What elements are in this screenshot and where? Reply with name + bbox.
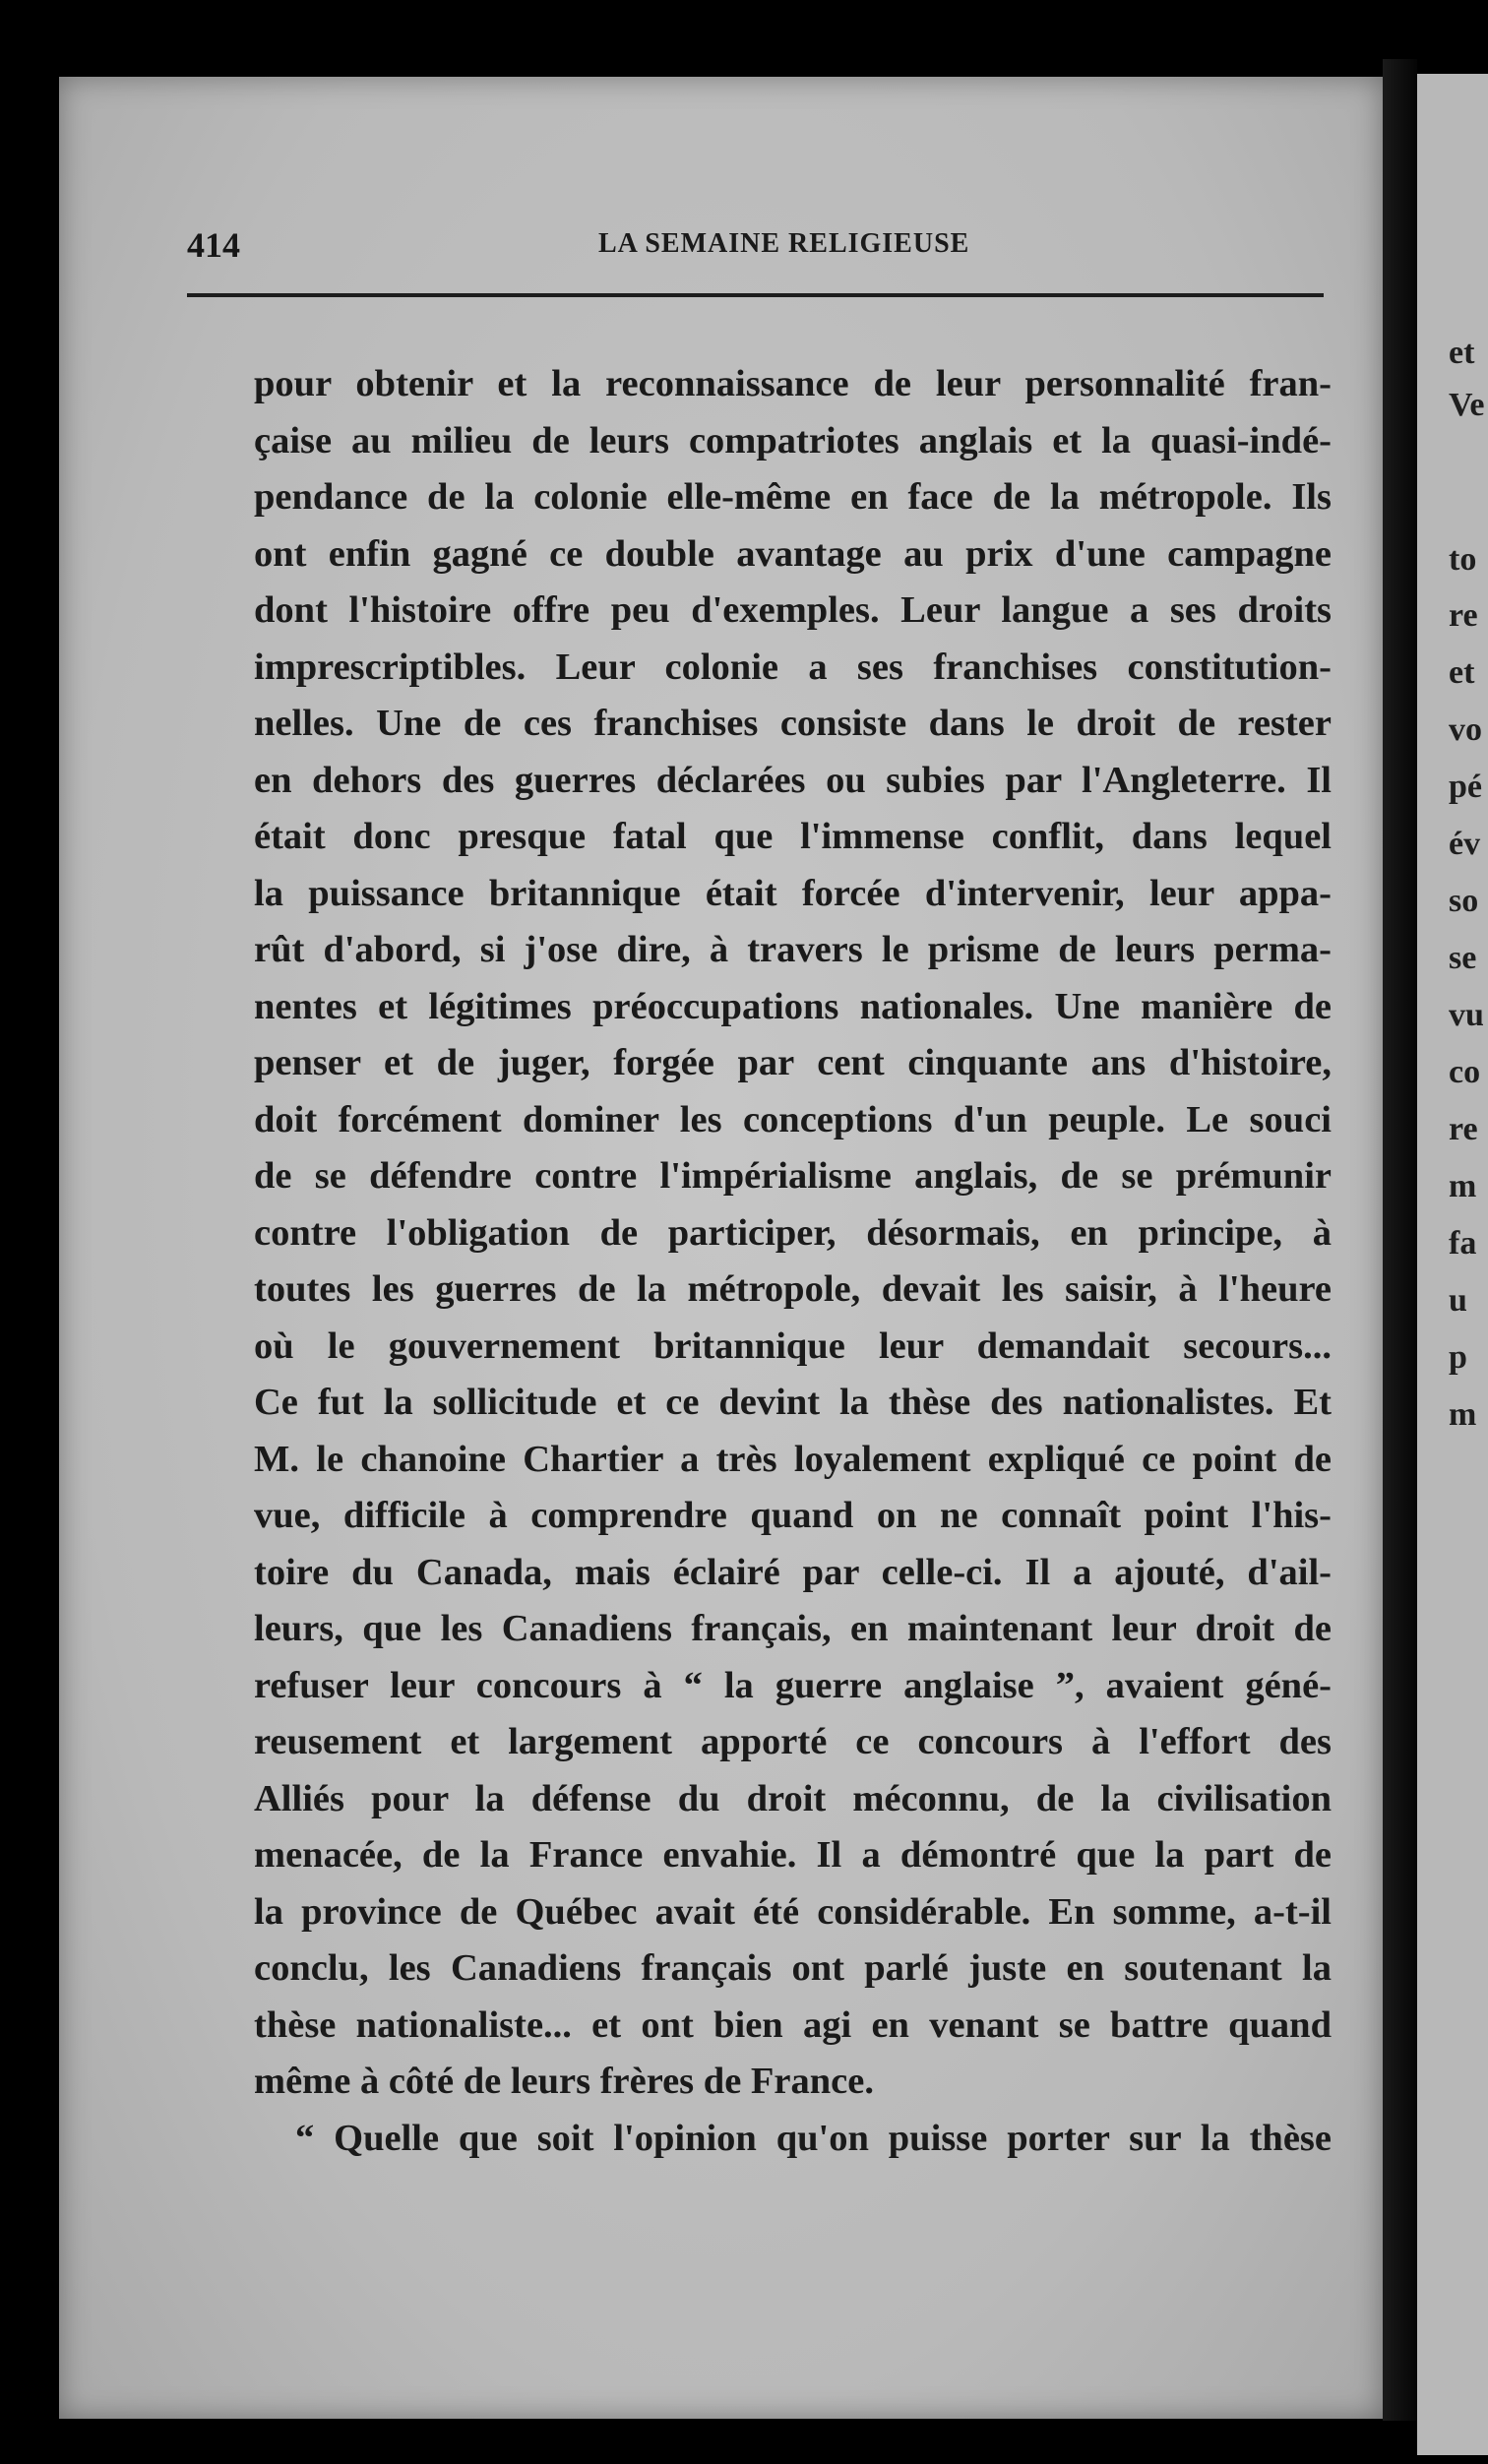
facing-page-fragment: vu: [1449, 997, 1484, 1033]
text-line: thèse nationaliste... et ont bien agi en venant se battre quand: [254, 2003, 1332, 2046]
text-line: dont l'histoire offre peu d'exemples. Leur langue a ses droits: [254, 589, 1332, 631]
text-line: la province de Québec avait été considérable. En somme, a-t-il: [254, 1890, 1332, 1933]
facing-page-fragment: et: [1449, 335, 1475, 371]
facing-page-fragment: Ve: [1449, 387, 1485, 423]
text-line: leurs, que les Canadiens français, en maintenant leur droit de: [254, 1608, 1332, 1649]
header-rule: [187, 293, 1324, 297]
text-line: vue, difficile à comprendre quand on ne connaît point l'his-: [254, 1495, 1332, 1536]
page-header: [187, 224, 1324, 264]
facing-page-fragment: et: [1449, 654, 1475, 691]
facing-page-fragment: se: [1449, 940, 1477, 976]
facing-page: [1417, 74, 1488, 2455]
text-line: pour obtenir et la reconnaissance de leur personnalité fran-: [254, 363, 1332, 404]
text-line: çaise au milieu de leurs compatriotes anglais et la quasi-indé-: [254, 419, 1332, 462]
text-line: Ce fut la sollicitude et ce devint la thèse des nationalistes. Et: [254, 1382, 1332, 1423]
facing-page-fragment: év: [1449, 826, 1481, 862]
text-line: pendance de la colonie elle-même en face de la métropole. Ils: [254, 476, 1332, 518]
facing-page-fragment: m: [1449, 1396, 1477, 1433]
text-line: contre l'obligation de participer, désormais, en principe, à: [254, 1211, 1332, 1254]
text-line: de se défendre contre l'impérialisme anglais, de se prémunir: [254, 1155, 1332, 1197]
facing-page-fragment: m: [1449, 1168, 1477, 1204]
book-spine: [1383, 59, 1417, 2421]
facing-page-fragment: u: [1449, 1282, 1467, 1319]
text-line: doit forcément dominer les conceptions d'un peuple. Le souci: [254, 1098, 1332, 1140]
text-line: imprescriptibles. Leur colonie a ses franchises constitution-: [254, 646, 1332, 688]
body-text: [254, 356, 1332, 2167]
text-line: conclu, les Canadiens français ont parlé juste en soutenant la: [254, 1947, 1332, 1989]
facing-page-fragment: p: [1449, 1339, 1467, 1376]
facing-page-fragment: fa: [1449, 1225, 1477, 1262]
text-line: en dehors des guerres déclarées ou subies par l'Angleterre. Il: [254, 759, 1332, 801]
text-line: refuser leur concours à “ la guerre anglaise ”, avaient géné-: [254, 1664, 1332, 1706]
facing-page-fragment: re: [1449, 597, 1478, 634]
facing-page-fragment: to: [1449, 541, 1477, 578]
facing-page-fragment: vo: [1449, 711, 1482, 748]
running-title: LA SEMAINE RELIGIEUSE: [598, 228, 970, 259]
text-line: penser et de juger, forgée par cent cinquante ans d'histoire,: [254, 1042, 1332, 1083]
text-line: où le gouvernement britannique leur demandait secours...: [254, 1324, 1332, 1367]
text-line: nelles. Une de ces franchises consiste dans le droit de rester: [254, 703, 1332, 744]
text-line: menacée, de la France envahie. Il a démontré que la part de: [254, 1834, 1332, 1876]
facing-page-fragment: so: [1449, 883, 1479, 919]
text-line: toire du Canada, mais éclairé par celle-ci. Il a ajouté, d'ail-: [254, 1551, 1332, 1593]
text-line: même à côté de leurs frères de France.: [254, 2061, 874, 2102]
text-line: la puissance britannique était forcée d'intervenir, leur appa-: [254, 872, 1332, 914]
text-line: Alliés pour la défense du droit méconnu, de la civilisation: [254, 1777, 1332, 1819]
facing-page-fragment: co: [1449, 1054, 1481, 1090]
text-line: rût d'abord, si j'ose dire, à travers le prisme de leurs perma-: [254, 929, 1332, 970]
text-line: était donc presque fatal que l'immense conflit, dans lequel: [254, 816, 1332, 857]
text-line: reusement et largement apporté ce concours à l'effort des: [254, 1721, 1332, 1762]
paragraph-start-line: “ Quelle que soit l'opinion qu'on puisse porter sur la thèse: [295, 2117, 1332, 2159]
text-line: M. le chanoine Chartier a très loyalement expliqué ce point de: [254, 1438, 1332, 1480]
text-line: nentes et légitimes préoccupations nationales. Une manière de: [254, 985, 1332, 1027]
page-number: 414: [187, 225, 240, 265]
facing-page-fragment: re: [1449, 1111, 1478, 1147]
facing-page-fragment: pé: [1449, 769, 1482, 805]
text-line: toutes les guerres de la métropole, devait les saisir, à l'heure: [254, 1268, 1332, 1310]
text-line: ont enfin gagné ce double avantage au prix d'une campagne: [254, 532, 1332, 575]
